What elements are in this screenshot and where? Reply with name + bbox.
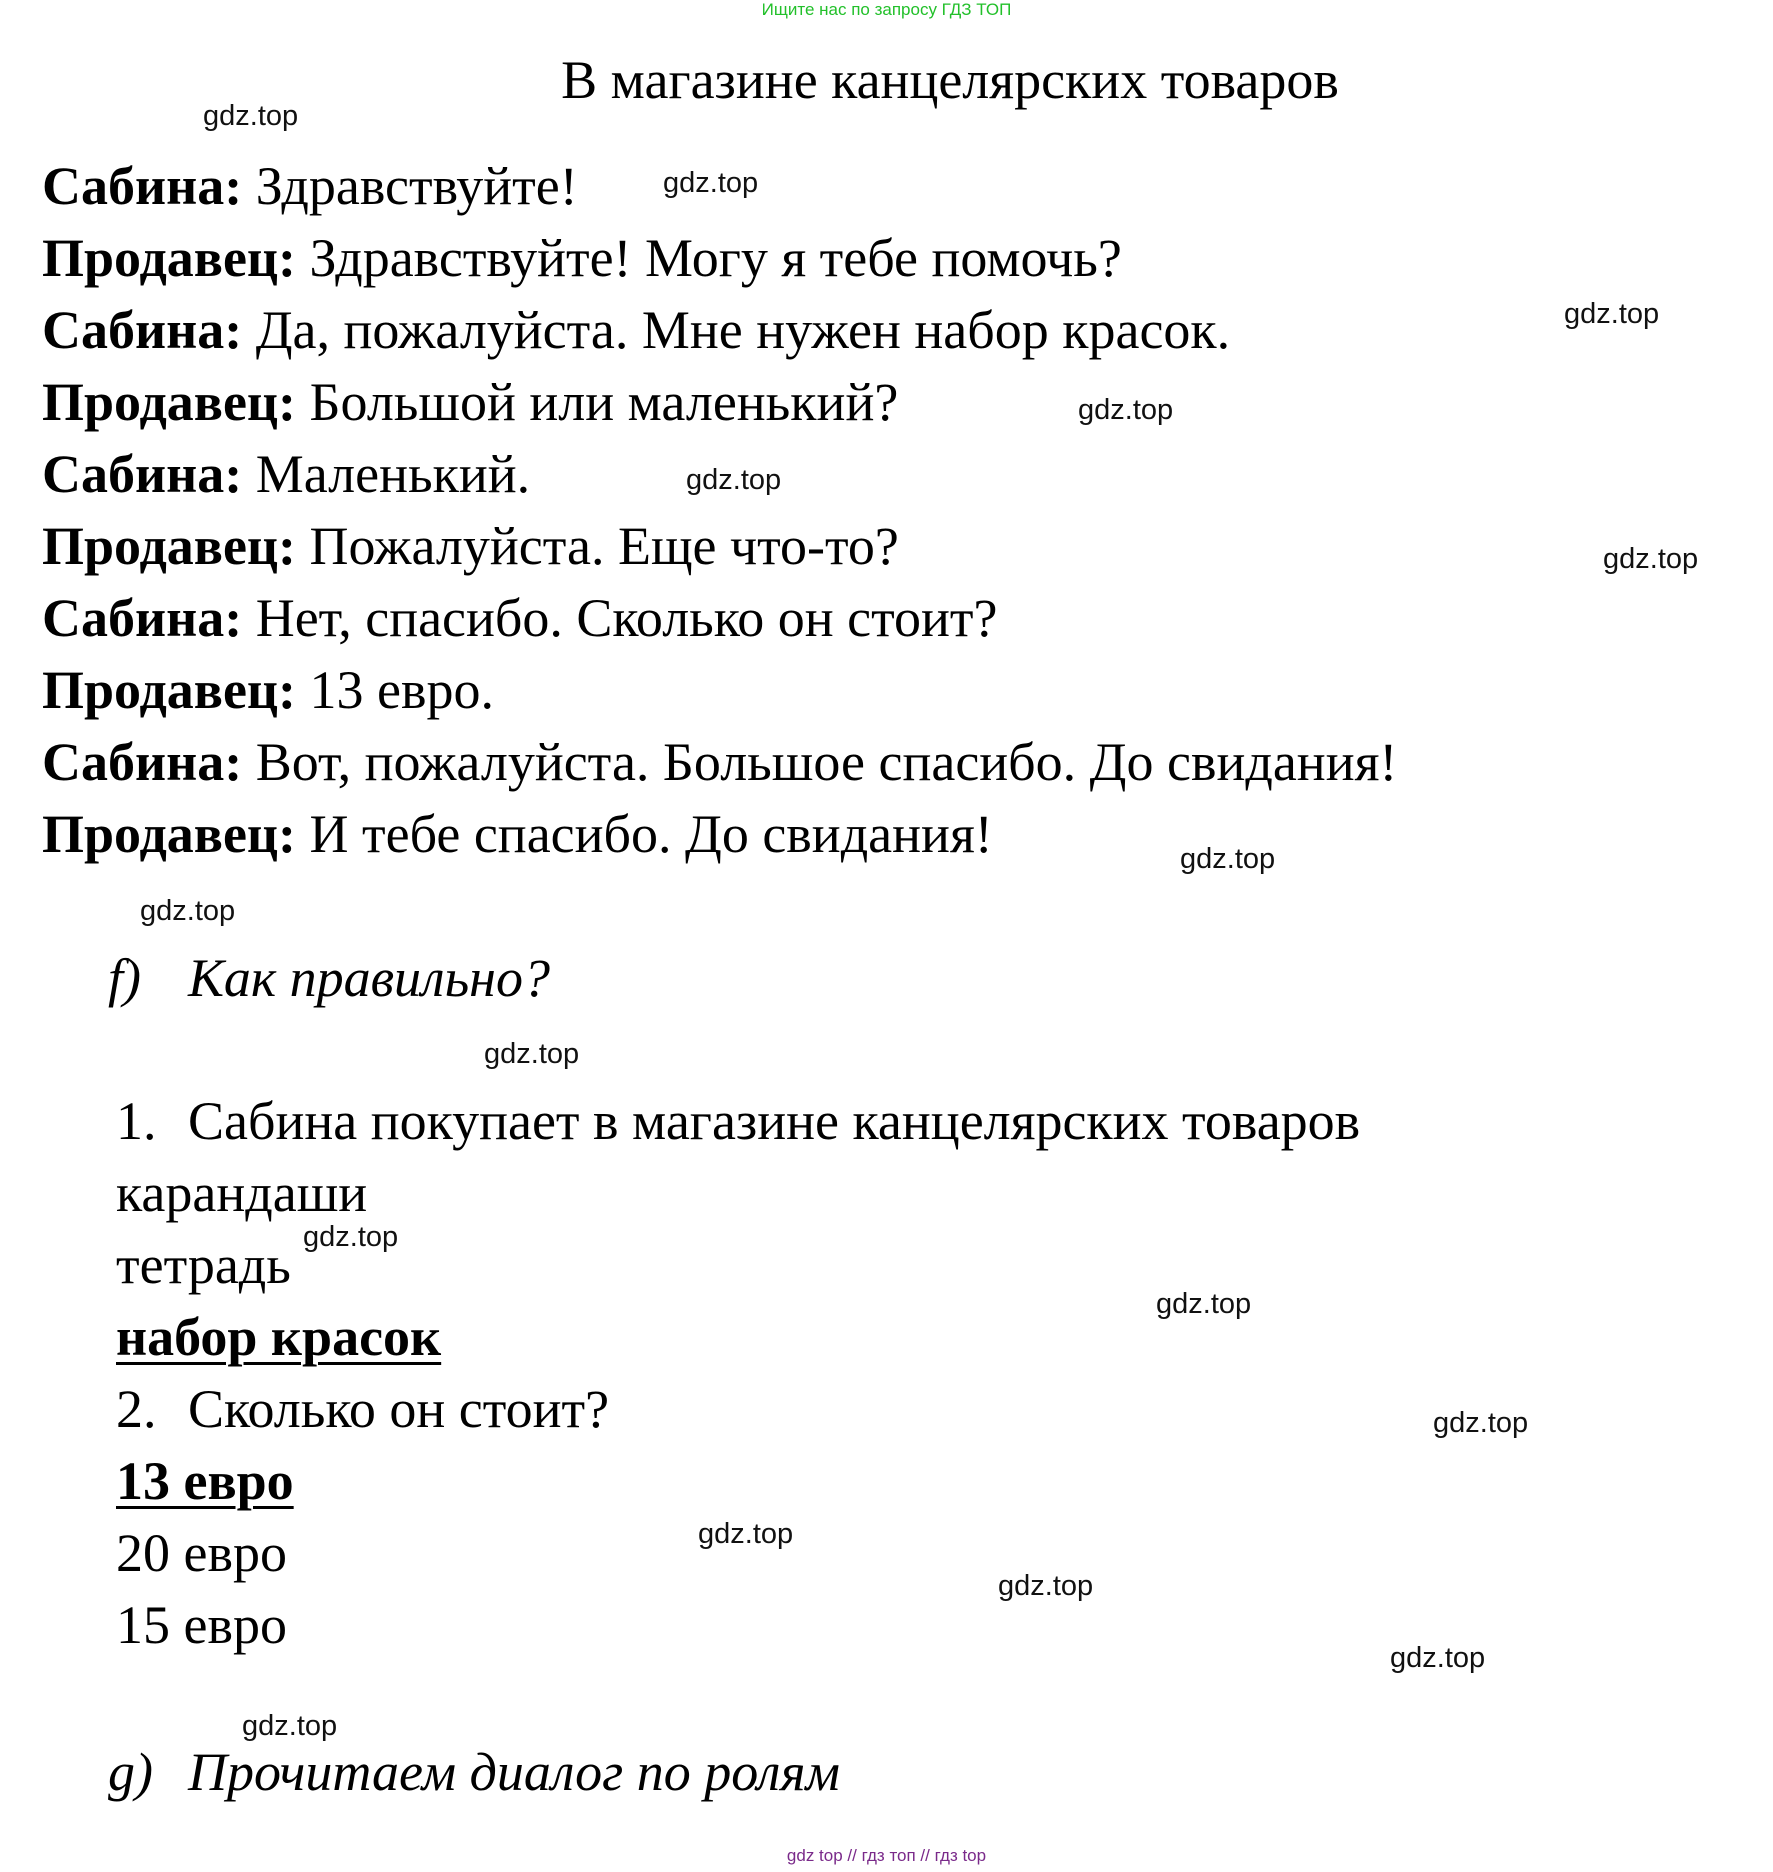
watermark: gdz.top	[1078, 394, 1174, 426]
question-text: Сколько он стоит?	[188, 1379, 610, 1439]
speaker-name: Продавец:	[42, 372, 297, 432]
watermark: gdz.top	[1180, 843, 1276, 875]
dialog-text: 13 евро.	[309, 660, 494, 720]
watermark: gdz.top	[998, 1570, 1094, 1602]
dialog-text: И тебе спасибо. До свидания!	[309, 804, 993, 864]
watermark: gdz.top	[1433, 1407, 1529, 1439]
section-letter: g)	[108, 1742, 153, 1802]
question-number: 1.	[116, 1091, 157, 1151]
dialog-line	[42, 294, 1397, 366]
bottom-banner: gdz top // гдз топ // гдз top	[786, 1846, 987, 1865]
dialog-line	[42, 510, 1397, 582]
speaker-name: Продавец:	[42, 516, 297, 576]
dialog-line	[42, 366, 1397, 438]
speaker-name: Продавец:	[42, 804, 297, 864]
option: тетрадь	[116, 1235, 291, 1295]
speaker-name: Сабина:	[42, 588, 243, 648]
watermark: gdz.top	[1156, 1288, 1252, 1320]
dialog-text: Большой или маленький?	[309, 372, 899, 432]
answers-block	[116, 1085, 1360, 1661]
watermark: gdz.top	[140, 895, 236, 927]
section-g-heading	[108, 1740, 840, 1804]
dialog-text: Нет, спасибо. Сколько он стоит?	[255, 588, 998, 648]
dialog-line	[42, 654, 1397, 726]
watermark: gdz.top	[1390, 1642, 1486, 1674]
speaker-name: Продавец:	[42, 660, 297, 720]
question-2	[116, 1373, 1360, 1445]
dialog-text: Здравствуйте! Могу я тебе помочь?	[309, 228, 1122, 288]
question-number: 2.	[116, 1379, 157, 1439]
option: 20 евро	[116, 1523, 287, 1583]
speaker-name: Сабина:	[42, 444, 243, 504]
speaker-name: Сабина:	[42, 732, 243, 792]
dialog-text: Здравствуйте!	[255, 156, 578, 216]
page-title: В магазине канцелярских товаров	[561, 50, 1339, 110]
watermark: gdz.top	[663, 167, 759, 199]
watermark: gdz.top	[1603, 543, 1699, 575]
dialog-text: Вот, пожалуйста. Большое спасибо. До свидания!	[255, 732, 1398, 792]
top-banner: Ищите нас по запросу ГДЗ ТОП	[761, 0, 1012, 19]
dialog-text: Да, пожалуйста. Мне нужен набор красок.	[255, 300, 1231, 360]
watermark: gdz.top	[686, 464, 782, 496]
dialog-line	[42, 726, 1397, 798]
section-title: Как правильно?	[188, 948, 550, 1008]
speaker-name: Продавец:	[42, 228, 297, 288]
watermark: gdz.top	[203, 100, 299, 132]
dialog-text: Пожалуйста. Еще что-то?	[309, 516, 899, 576]
question-1	[116, 1085, 1360, 1157]
section-title: Прочитаем диалог по ролям	[188, 1742, 840, 1802]
option: 15 евро	[116, 1595, 287, 1655]
question-text: Сабина покупает в магазине канцелярских товаров	[188, 1091, 1361, 1151]
watermark: gdz.top	[698, 1518, 794, 1550]
speaker-name: Сабина:	[42, 156, 243, 216]
dialog-text: Маленький.	[255, 444, 531, 504]
dialog	[42, 150, 1397, 870]
speaker-name: Сабина:	[42, 300, 243, 360]
option: карандаши	[116, 1163, 368, 1223]
watermark: gdz.top	[303, 1221, 399, 1253]
watermark: gdz.top	[484, 1038, 580, 1070]
section-letter: f)	[108, 948, 141, 1008]
option-correct: 13 евро	[116, 1451, 294, 1511]
dialog-line	[42, 582, 1397, 654]
watermark: gdz.top	[1564, 298, 1660, 330]
watermark: gdz.top	[242, 1710, 338, 1742]
option-correct: набор красок	[116, 1307, 442, 1367]
section-f-heading	[108, 946, 550, 1010]
dialog-line	[42, 222, 1397, 294]
